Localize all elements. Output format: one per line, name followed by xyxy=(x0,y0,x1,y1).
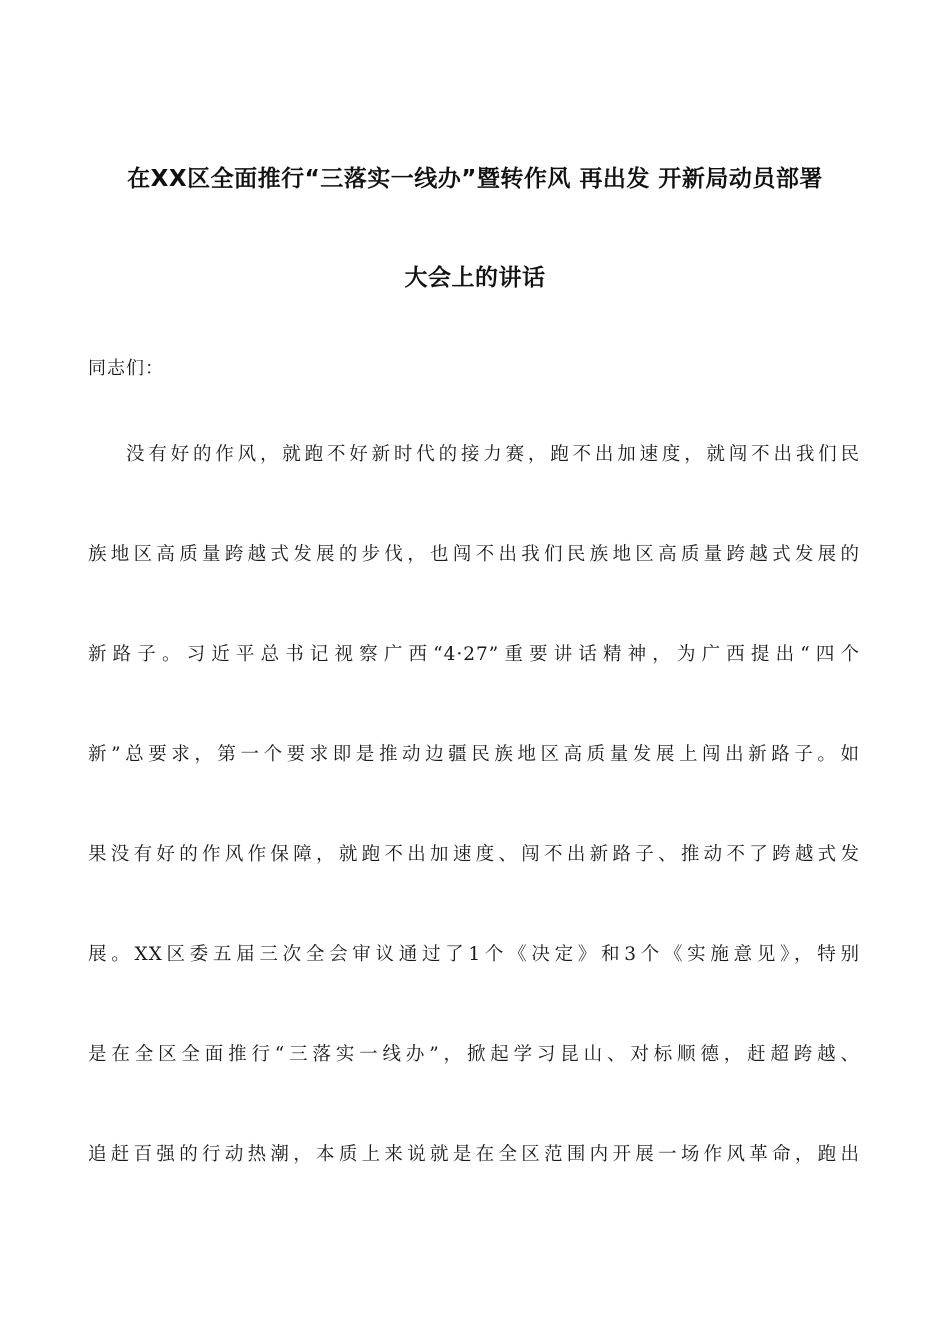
paragraph-line: 果没有好的作风作保障，就跑不出加速度、闯不出新路子、推动不了跨越式发 xyxy=(88,844,860,865)
paragraph-line: 是在全区全面推行“三落实一线办”，掀起学习昆山、对标顺德，赶超跨越、 xyxy=(88,1044,860,1065)
paragraph-line: 没有好的作风，就跑不好新时代的接力赛，跑不出加速度，就闯不出我们民 xyxy=(126,444,860,465)
paragraph-line: 新”总要求，第一个要求即是推动边疆民族地区高质量发展上闯出新路子。如 xyxy=(88,744,860,765)
paragraph-line: 追赶百强的行动热潮，本质上来说就是在全区范围内开展一场作风革命，跑出 xyxy=(88,1144,860,1165)
document-title-line-2: 大会上的讲话 xyxy=(404,265,546,291)
paragraph-line: 新路子。习近平总书记视察广西“4·27”重要讲话精神，为广西提出“四个 xyxy=(88,644,860,665)
document-title-line-1: 在XX区全面推行“三落实一线办”暨转作风 再出发 开新局动员部署 xyxy=(127,166,823,192)
paragraph-line: 族地区高质量跨越式发展的步伐，也闯不出我们民族地区高质量跨越式发展的 xyxy=(88,544,860,565)
paragraph-line: 展。XX区委五届三次全会审议通过了1个《决定》和3个《实施意见》，特别 xyxy=(88,944,860,965)
salutation: 同志们： xyxy=(88,358,164,379)
